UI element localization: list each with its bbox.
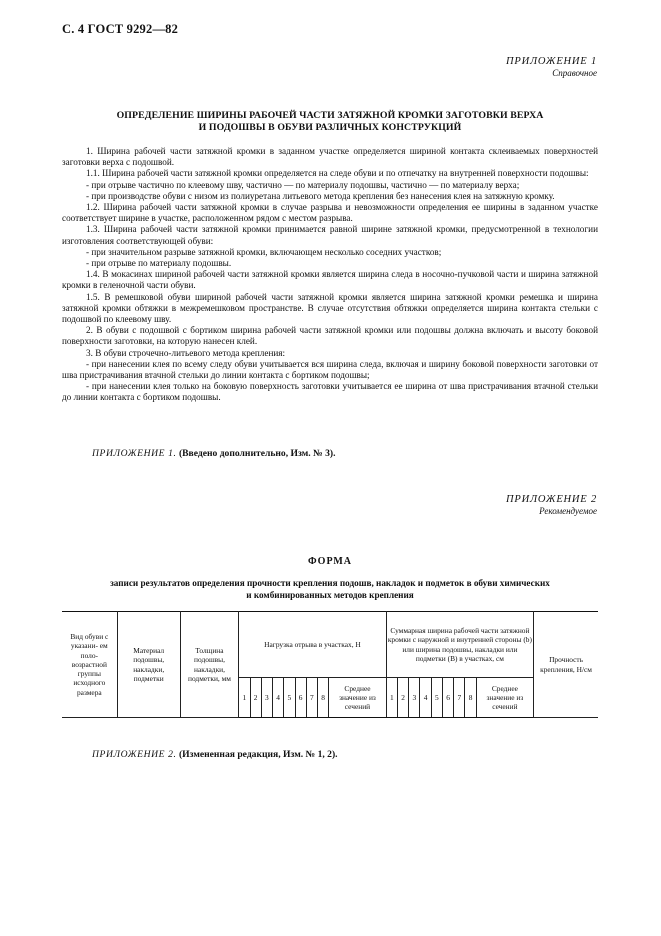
paragraph: 2. В обуви с подошвой с бортиком ширина рабочей части затяжной кромки или подошвы должна включать и высоту боковой поверхности заготовки, на которую нанесен клей.	[62, 325, 598, 347]
paragraph: - при значительном разрыве затяжной кромки, включающем несколько соседних участков;	[86, 246, 442, 257]
load-section-2: 2	[250, 678, 261, 718]
form-subtitle	[62, 578, 598, 601]
appendix1-note-text: (Введено дополнительно, Изм. № 3).	[178, 448, 336, 459]
paragraph: - при производстве обуви с низом из полиуретана литьевого метода крепления без нанесения клея на затяжную кромку.	[86, 190, 555, 201]
load-section-4: 4	[273, 678, 284, 718]
width-mean: Среднее значение из сечений	[476, 678, 533, 718]
appendix2-label-block	[506, 494, 597, 516]
load-section-8: 8	[318, 678, 329, 718]
load-section-3: 3	[261, 678, 272, 718]
appendix1-title-line1: ОПРЕДЕЛЕНИЕ ШИРИНЫ РАБОЧЕЙ ЧАСТИ ЗАТЯЖНОЙ КРОМКИ ЗАГОТОВКИ ВЕРХА	[116, 110, 544, 121]
appendix1-title	[62, 110, 598, 134]
appendix1-label-block	[506, 56, 597, 78]
width-section-4: 4	[420, 678, 431, 718]
paragraph: 1.3. Ширина рабочей части затяжной кромки принимается равной ширине затяжной кромки, предусмотренной в технологии изготовления соответствующей обуви:	[62, 224, 598, 246]
appendix1-title-line2: И ПОДОШВЫ В ОБУВИ РАЗЛИЧНЫХ КОНСТРУКЦИЙ	[198, 122, 462, 133]
paragraph: 1.2. Ширина рабочей части затяжной кромки в случае разрыва и невозможности определения ее ширины в заданном участке соответствует ширине в участке, расположенном рядом с местом разрыва.	[62, 202, 598, 224]
form-subtitle-line2: и комбинированных методов крепления	[246, 589, 414, 600]
paragraph: 1.4. В мокасинах шириной рабочей части затяжной кромки является ширина следа в носочно-пучковой части и ширина затяжной кромки в геленочной части обуви.	[62, 269, 598, 291]
appendix1-note	[92, 448, 335, 459]
width-section-6: 6	[442, 678, 453, 718]
appendix1-note-label: ПРИЛОЖЕНИЕ 1.	[92, 448, 177, 459]
form-title: ФОРМА	[307, 556, 353, 567]
appendix2-type: Рекомендуемое	[539, 506, 597, 516]
form-subtitle-line1: записи результатов определения прочности крепления подошв, накладок и подметок в обуви химических	[110, 578, 550, 588]
load-section-1: 1	[239, 678, 250, 718]
appendix2-note-label: ПРИЛОЖЕНИЕ 2.	[92, 749, 177, 760]
results-form-table	[62, 611, 598, 718]
load-section-7: 7	[306, 678, 317, 718]
appendix2-note-text: (Измененная редакция, Изм. № 1, 2).	[178, 749, 338, 760]
header-thickness: Толщина подошвы, накладки, подметки, мм	[180, 612, 239, 718]
appendix1-label: ПРИЛОЖЕНИЕ 1	[506, 56, 597, 67]
paragraph: - при нанесении клея по всему следу обуви учитывается вся ширина следа, включая и ширину боковой поверхности заготовки от шва пристрачивания втачной стельки до линии контакта с бортиком подошвы;	[62, 358, 598, 381]
load-section-5: 5	[284, 678, 295, 718]
appendix1-body	[62, 146, 598, 404]
width-section-5: 5	[431, 678, 442, 718]
paragraph: 1.1. Ширина рабочей части затяжной кромки определяется на следе обуви и по отпечатку на внутренней поверхности подошвы:	[86, 168, 589, 179]
paragraph: - при отрыве по материалу подошвы.	[86, 258, 232, 269]
appendix2-label: ПРИЛОЖЕНИЕ 2	[506, 494, 597, 505]
header-shoe-type: Вид обуви с указани- ем поло- возрастной группы исходного размера	[62, 612, 117, 718]
header-width: Суммарная ширина рабочей части затяжной кромки с наружной и внутренней стороны (b) или ширина подошвы, накладки или подметки (B) в участках, см	[386, 612, 533, 678]
appendix2-note	[92, 749, 338, 760]
width-section-2: 2	[397, 678, 408, 718]
paragraph: - при нанесении клея только на боковую поверхность заготовки учитывается ее ширина от шва пристрачивания втачной стельки до линии контакта с бортиком подошвы.	[62, 381, 598, 403]
paragraph: 3. В обуви строчечно-литьевого метода крепления:	[86, 347, 286, 358]
paragraph: 1. Ширина рабочей части затяжной кромки в заданном участке определяется шириной контакта склеиваемых поверхностей заготовки верха с подошвой.	[62, 146, 598, 168]
width-section-3: 3	[409, 678, 420, 718]
width-section-1: 1	[386, 678, 397, 718]
header-material: Материал подошвы, накладки, подметки	[117, 612, 180, 718]
paragraph: - при отрыве частично по клеевому шву, частично — по материалу подошвы, частично — по материалу верха;	[86, 179, 520, 190]
load-mean: Среднее значение из сечений	[329, 678, 386, 718]
header-strength: Прочность крепления, Н/см	[534, 612, 598, 718]
header-load: Нагрузка отрыва в участках, Н	[239, 612, 386, 678]
page-header: С. 4 ГОСТ 9292—82	[62, 22, 179, 36]
load-section-6: 6	[295, 678, 306, 718]
width-section-7: 7	[454, 678, 465, 718]
appendix1-type: Справочное	[552, 68, 597, 78]
width-section-8: 8	[465, 678, 476, 718]
paragraph: 1.5. В ремешковой обуви шириной рабочей части затяжной кромки является ширина затяжной кромки ремешка и ширина затяжной кромки обтяжки в межремешковом пространстве. В случае отсутствия обтяжки определяется ширина контакта стельки с подошвой по клеевому шву.	[62, 291, 598, 325]
